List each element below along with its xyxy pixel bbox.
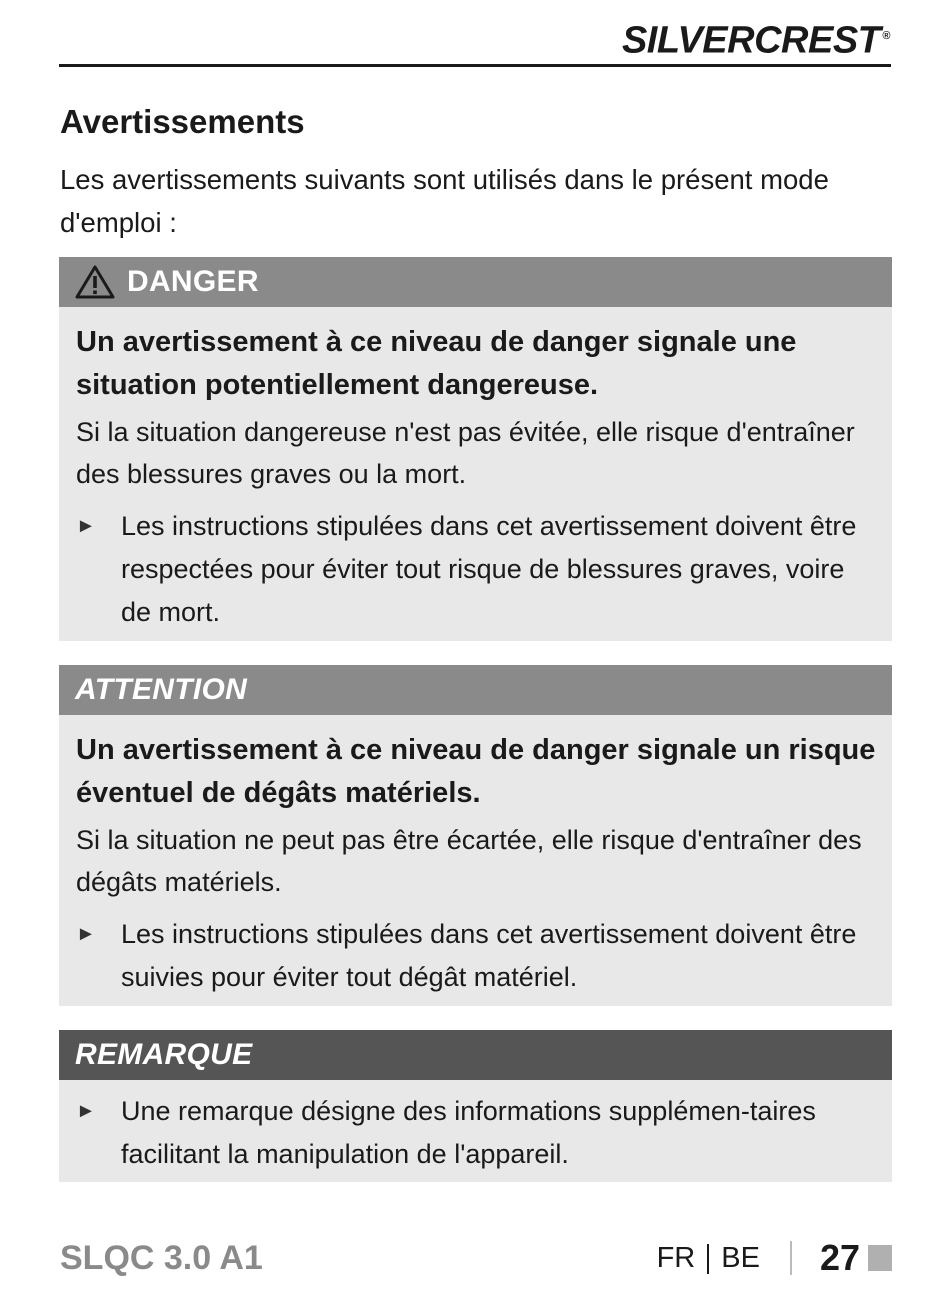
section-intro: Les avertissements suivants sont utilisés dans le présent mode d'emploi : <box>60 164 829 238</box>
danger-header <box>59 257 892 307</box>
danger-bullet-text: Les instructions stipulées dans cet avertissement doivent être respectées pour éviter tout risque de blessures graves, voire de mort. <box>121 511 857 627</box>
bullet-arrow-icon: ► <box>76 515 96 537</box>
remarque-header <box>59 1030 892 1080</box>
footer-model: SLQC 3.0 A1 <box>60 1239 263 1277</box>
attention-bullet <box>76 913 876 999</box>
remarque-label: REMARQUE <box>75 1038 253 1071</box>
danger-lead: Un avertissement à ce niveau de danger signale une situation potentiellement dangereuse. <box>76 326 797 401</box>
warning-triangle-icon <box>75 265 115 299</box>
page-number: 27 <box>819 1237 860 1278</box>
footer-right <box>657 1237 892 1279</box>
remarque-bullet <box>76 1090 876 1176</box>
attention-header <box>59 665 892 715</box>
attention-bullet-text: Les instructions stipulées dans cet avertissement doivent être suivies pour éviter tout dégât matériel. <box>121 919 857 992</box>
danger-text: Si la situation dangereuse n'est pas évitée, elle risque d'entraîner des blessures graves ou la mort. <box>76 417 855 489</box>
bullet-arrow-icon: ► <box>76 1100 96 1122</box>
brand-logo: SILVERCREST ® <box>621 19 890 62</box>
danger-label: DANGER <box>127 265 259 298</box>
footer-divider <box>790 1241 792 1275</box>
danger-box <box>59 257 892 641</box>
header-rule <box>59 64 891 67</box>
attention-box <box>59 665 892 1006</box>
remarque-box <box>59 1030 892 1182</box>
remarque-bullet-text: Une remarque désigne des informations supplémen-taires facilitant la manipulation de l'appareil. <box>121 1096 816 1169</box>
attention-text: Si la situation ne peut pas être écartée, elle risque d'entraîner des dégâts matériels. <box>76 825 862 897</box>
page-marker <box>868 1245 892 1271</box>
attention-lead: Un avertissement à ce niveau de danger signale un risque éventuel de dégâts matériels. <box>76 734 876 809</box>
bullet-arrow-icon: ► <box>76 923 96 945</box>
footer-languages: FR BE <box>656 1241 760 1274</box>
attention-label: ATTENTION <box>75 673 248 706</box>
danger-bullet <box>76 505 876 634</box>
section-title: Avertissements <box>60 103 305 140</box>
